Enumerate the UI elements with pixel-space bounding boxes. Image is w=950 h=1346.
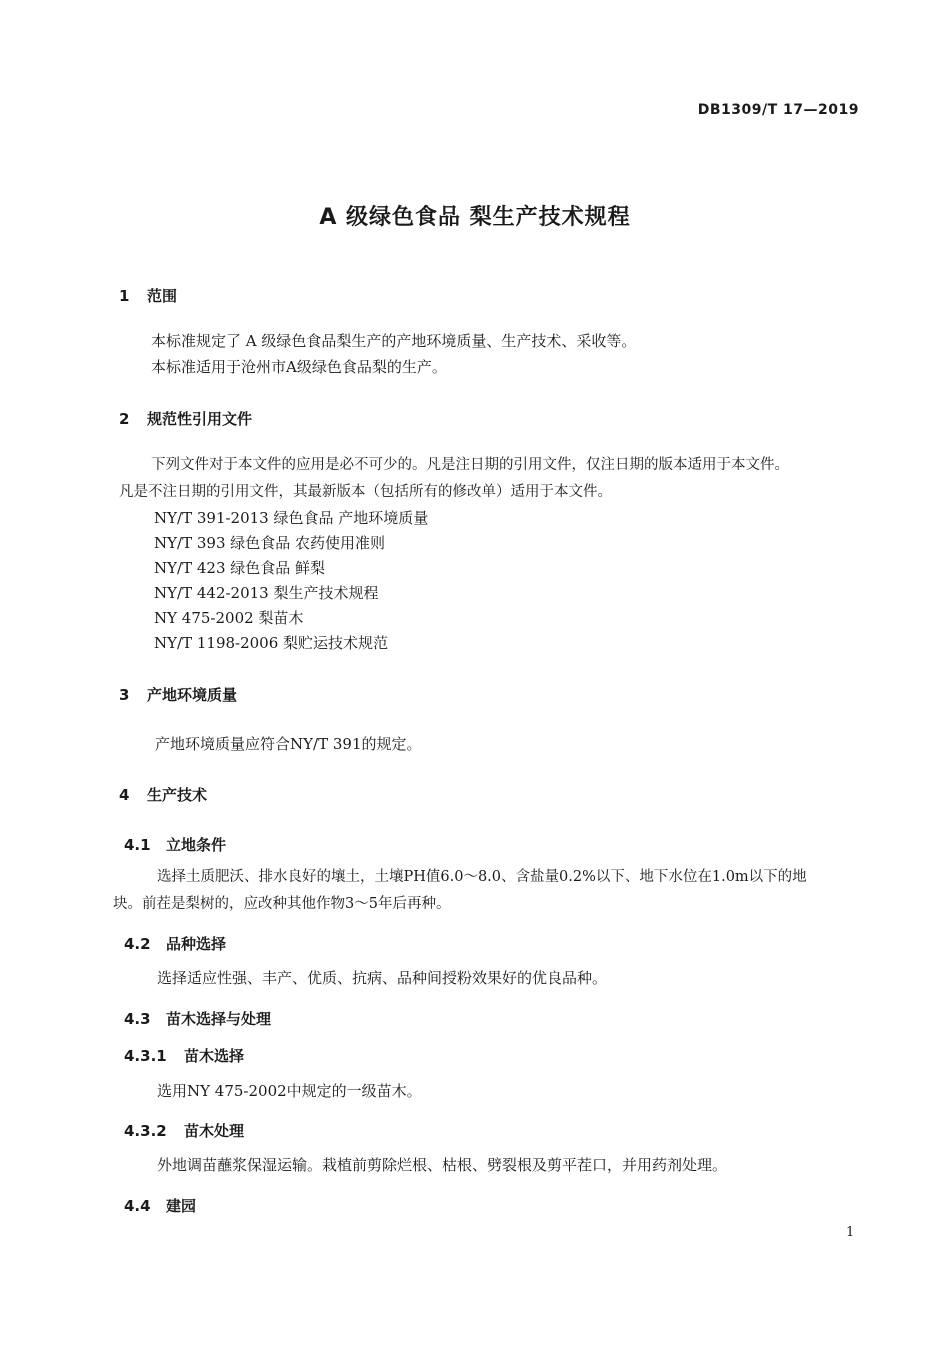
section-1-heading [119, 285, 177, 306]
paragraph: 选择适应性强、丰产、优质、抗病、品种间授粉效果好的优良品种。 [157, 969, 608, 987]
paragraph: 选用NY 475-2002中规定的一级苗木。 [157, 1082, 422, 1100]
page-number: 1 [846, 1225, 855, 1240]
section-number: 3 [119, 686, 130, 704]
reference-item: NY/T 391-2013 绿色食品 产地环境质量 [154, 509, 429, 527]
section-number: 4.3.2 [124, 1122, 167, 1140]
section-title: 生产技术 [147, 786, 208, 804]
paragraph: 外地调苗蘸浆保湿运输。栽植前剪除烂根、枯根、劈裂根及剪平茬口，并用药剂处理。 [157, 1156, 728, 1174]
section-title: 产地环境质量 [147, 686, 238, 704]
subsection-4-3-1-heading [124, 1045, 244, 1066]
paragraph: 选择土质肥沃、排水良好的壤土，土壤PH值6.0～8.0、含盐量0.2%以下、地下水位在1.0m以下的地 [157, 869, 807, 885]
paragraph: 本标准适用于沧州市A级绿色食品梨的生产。 [151, 358, 447, 376]
section-title: 苗木处理 [184, 1122, 245, 1140]
section-3-heading [119, 684, 237, 705]
subsection-4-2-heading [124, 933, 226, 954]
section-title: 规范性引用文件 [147, 410, 253, 428]
section-number: 4.3.1 [124, 1047, 167, 1065]
reference-item: NY 475-2002 梨苗木 [154, 609, 304, 627]
reference-item: NY/T 393 绿色食品 农药使用准则 [154, 534, 386, 552]
section-2-heading [119, 408, 252, 429]
section-title: 建园 [166, 1197, 197, 1215]
reference-item: NY/T 442-2013 梨生产技术规程 [154, 584, 379, 602]
paragraph: 块。前茬是梨树的，应改种其他作物3～5年后再种。 [113, 896, 451, 912]
section-title: 苗木选择与处理 [166, 1010, 272, 1028]
paragraph: 下列文件对于本文件的应用是必不可少的。凡是注日期的引用文件，仅注日期的版本适用于本文件。 [151, 457, 789, 473]
section-number: 1 [119, 287, 130, 305]
section-title: 范围 [147, 287, 178, 305]
subsection-4-4-heading [124, 1195, 196, 1216]
section-number: 4.2 [124, 935, 151, 953]
section-number: 4.3 [124, 1010, 151, 1028]
section-number: 4.1 [124, 836, 151, 854]
section-number: 2 [119, 410, 130, 428]
section-title: 立地条件 [166, 836, 227, 854]
section-number: 4 [119, 786, 130, 804]
paragraph: 本标准规定了 A 级绿色食品梨生产的产地环境质量、生产技术、采收等。 [151, 332, 637, 350]
section-title: 品种选择 [166, 935, 227, 953]
subsection-4-3-2-heading [124, 1120, 244, 1141]
paragraph: 产地环境质量应符合NY/T 391的规定。 [155, 735, 422, 753]
paragraph: 凡是不注日期的引用文件，其最新版本（包括所有的修改单）适用于本文件。 [119, 484, 612, 500]
reference-item: NY/T 423 绿色食品 鲜梨 [154, 559, 326, 577]
section-number: 4.4 [124, 1197, 151, 1215]
document-code: DB1309/T 17—2019 [697, 102, 859, 118]
subsection-4-1-heading [124, 834, 226, 855]
section-title: 苗木选择 [184, 1047, 245, 1065]
subsection-4-3-heading [124, 1008, 271, 1029]
reference-item: NY/T 1198-2006 梨贮运技术规范 [154, 634, 389, 652]
document-title: A 级绿色食品 梨生产技术规程 [319, 205, 631, 230]
section-4-heading [119, 784, 207, 805]
